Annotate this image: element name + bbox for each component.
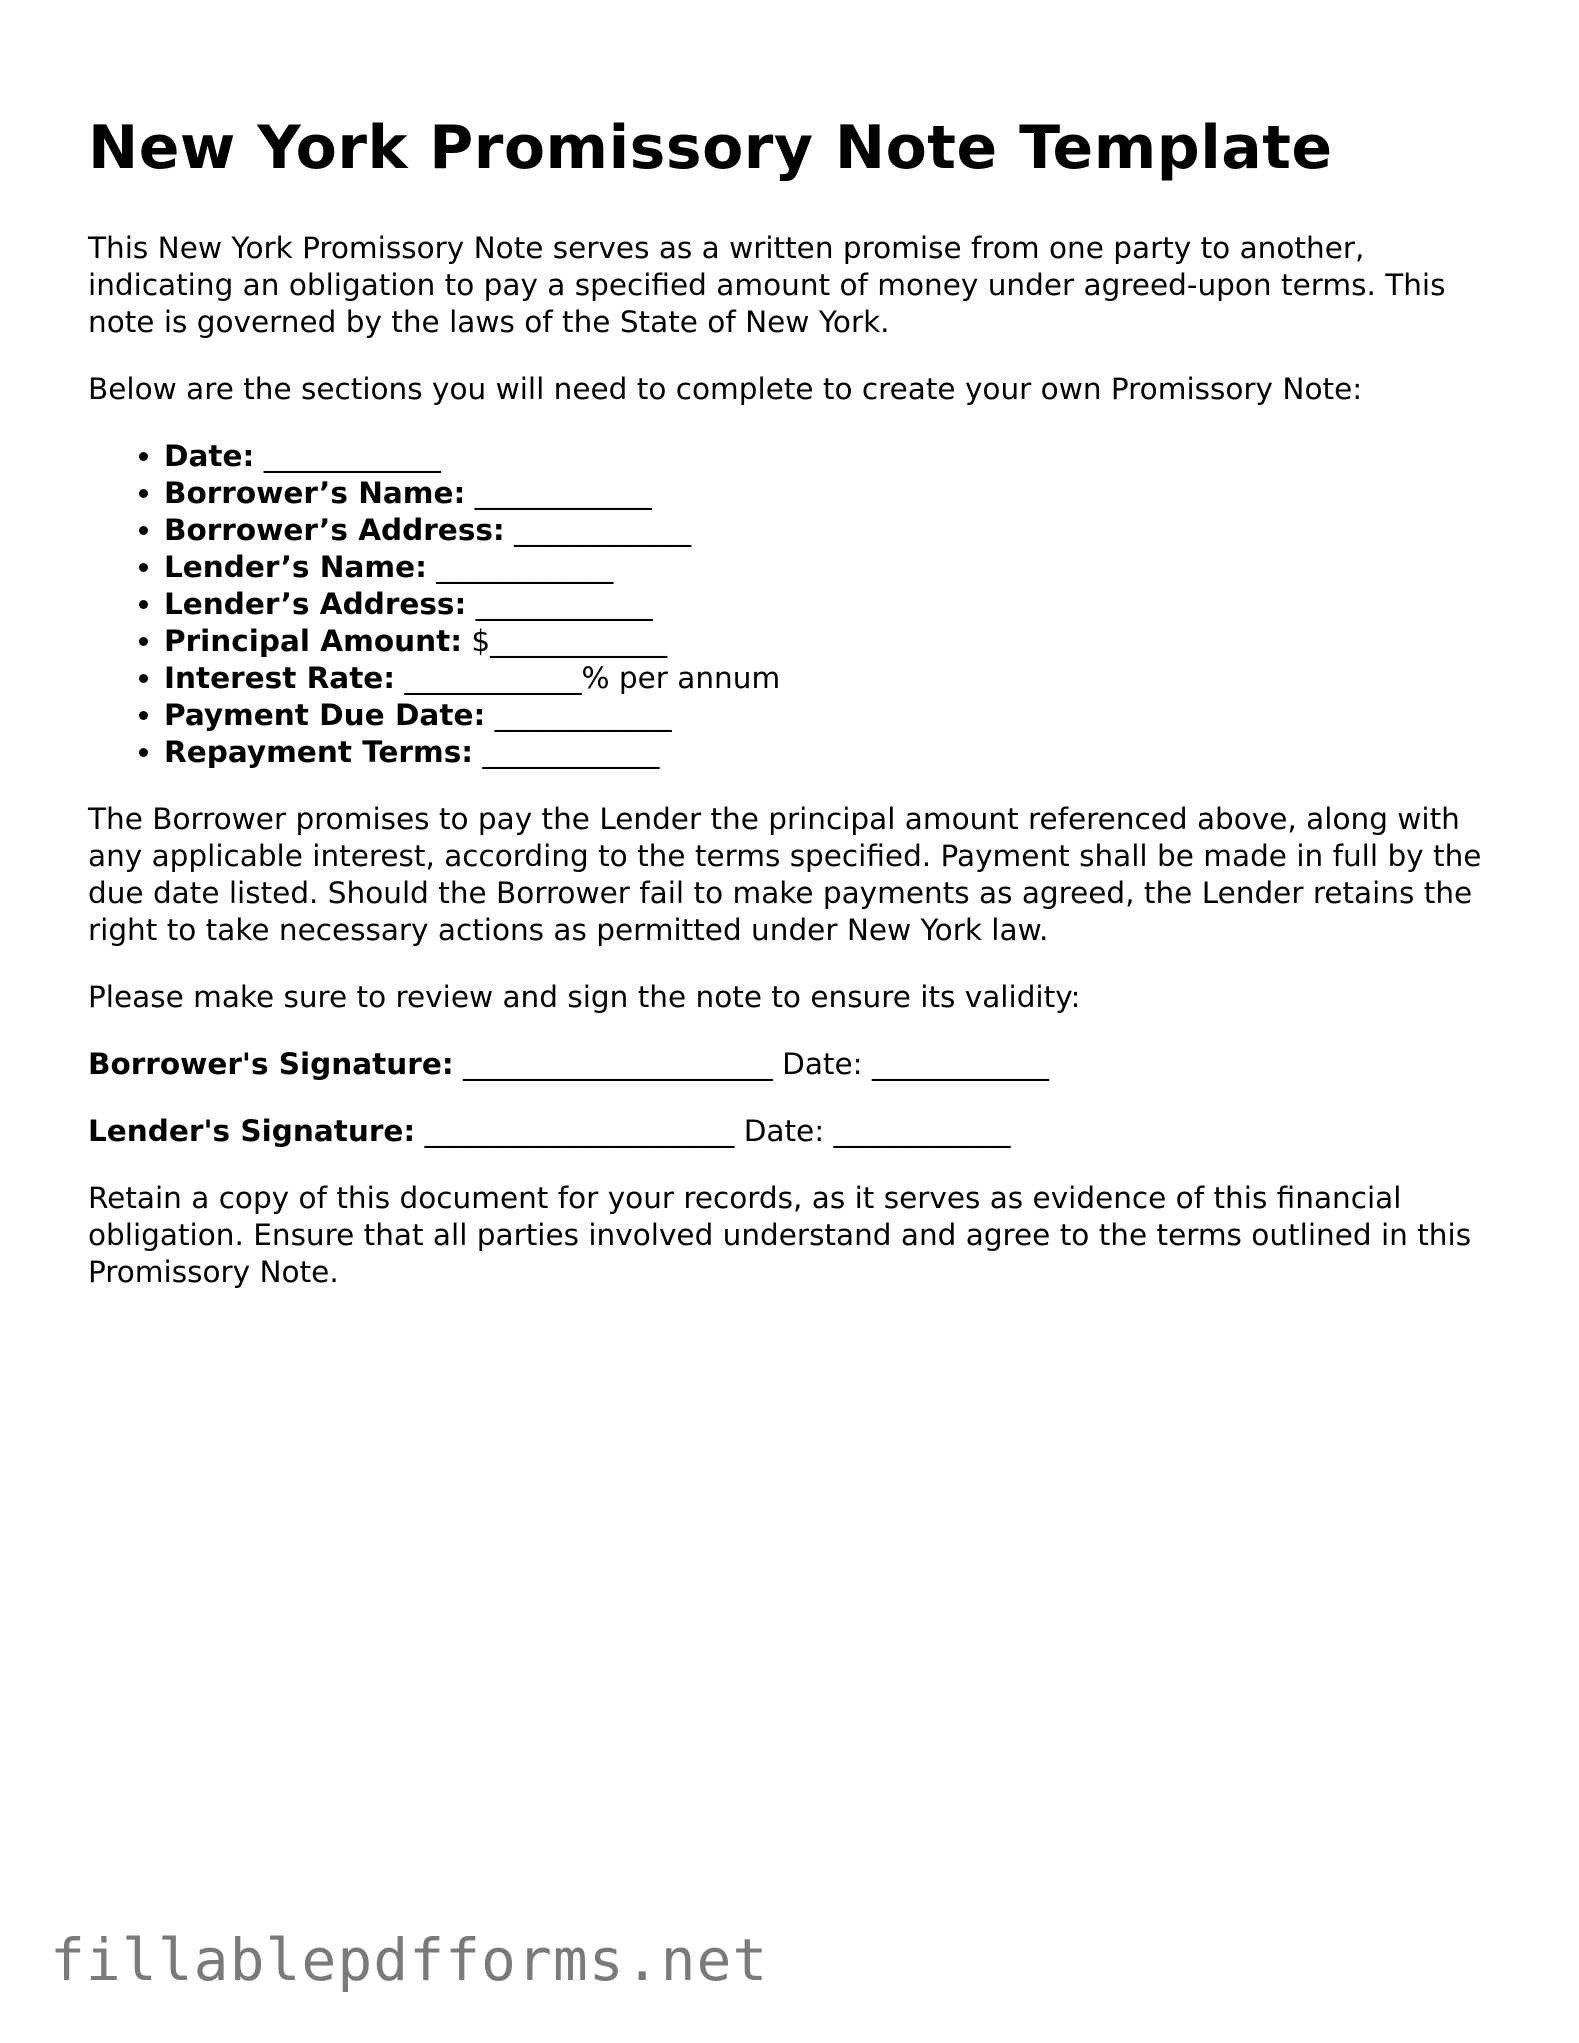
field-borrower-name bbox=[164, 475, 1508, 512]
field-borrower-address bbox=[164, 512, 1508, 549]
intro-paragraph: This New York Promissory Note serves as a written promise from one party to another, indicating an obligation to pay a specified amount of money under agreed-upon terms. This note is governed by the laws of the State of New York. bbox=[88, 231, 1446, 339]
field-label: Borrower’s Name: bbox=[164, 476, 466, 510]
field-label: Payment Due Date: bbox=[164, 698, 486, 732]
fields-list bbox=[88, 438, 1508, 771]
field-blank[interactable]: ____________ bbox=[426, 550, 614, 584]
field-blank[interactable]: ____________ bbox=[254, 439, 441, 473]
lender-signature-blank[interactable]: _____________________ Date: ____________ bbox=[415, 1114, 1011, 1148]
field-label: Borrower’s Address: bbox=[164, 513, 505, 547]
lender-signature-row bbox=[88, 1113, 1508, 1150]
field-label: Lender’s Address: bbox=[164, 587, 467, 621]
borrower-signature-label: Borrower's Signature: bbox=[88, 1047, 454, 1081]
borrower-signature-row bbox=[88, 1046, 1508, 1083]
field-payment-due-date bbox=[164, 697, 1508, 734]
field-label: Interest Rate: bbox=[164, 661, 396, 695]
field-principal-amount bbox=[164, 623, 1508, 660]
field-blank[interactable]: ____________ bbox=[504, 513, 692, 547]
closing-paragraph: Retain a copy of this document for your records, as it serves as evidence of this financial obligation. Ensure that all parties involved understand and agree to the terms outlined in this Promissory Note. bbox=[88, 1181, 1472, 1289]
field-date bbox=[164, 438, 1508, 475]
lender-signature-label: Lender's Signature: bbox=[88, 1114, 416, 1148]
field-lender-name bbox=[164, 549, 1508, 586]
sections-intro-paragraph: Below are the sections you will need to complete to create your own Promissory Note: bbox=[88, 372, 1363, 406]
borrower-signature-blank[interactable]: _____________________ Date: ____________ bbox=[453, 1047, 1049, 1081]
review-paragraph: Please make sure to review and sign the note to ensure its validity: bbox=[88, 980, 1081, 1014]
promise-paragraph: The Borrower promises to pay the Lender the principal amount referenced above, along with any applicable interest, according to the terms specified. Payment shall be made in full by the due date listed. Should the Borrower fail to make payments as agreed, the Lender retains the right to take necessary actions as permitted under New York law. bbox=[88, 802, 1482, 947]
document-title: New York Promissory Note Template bbox=[88, 113, 1333, 183]
field-blank[interactable]: ____________ bbox=[473, 735, 660, 769]
field-blank[interactable]: ____________ bbox=[485, 698, 672, 732]
field-lender-address bbox=[164, 586, 1508, 623]
field-repayment-terms bbox=[164, 734, 1508, 771]
field-label: Principal Amount: bbox=[164, 624, 463, 658]
field-label: Lender’s Name: bbox=[164, 550, 427, 584]
field-blank[interactable]: ____________% per annum bbox=[395, 661, 781, 695]
field-label: Repayment Terms: bbox=[164, 735, 474, 769]
document-page bbox=[88, 110, 1508, 1321]
field-label: Date: bbox=[164, 439, 255, 473]
watermark-text: fillablepdfforms.net bbox=[50, 1926, 769, 1994]
field-interest-rate bbox=[164, 660, 1508, 697]
field-blank[interactable]: $____________ bbox=[462, 624, 668, 658]
field-blank[interactable]: ____________ bbox=[465, 476, 652, 510]
field-blank[interactable]: ____________ bbox=[466, 587, 653, 621]
